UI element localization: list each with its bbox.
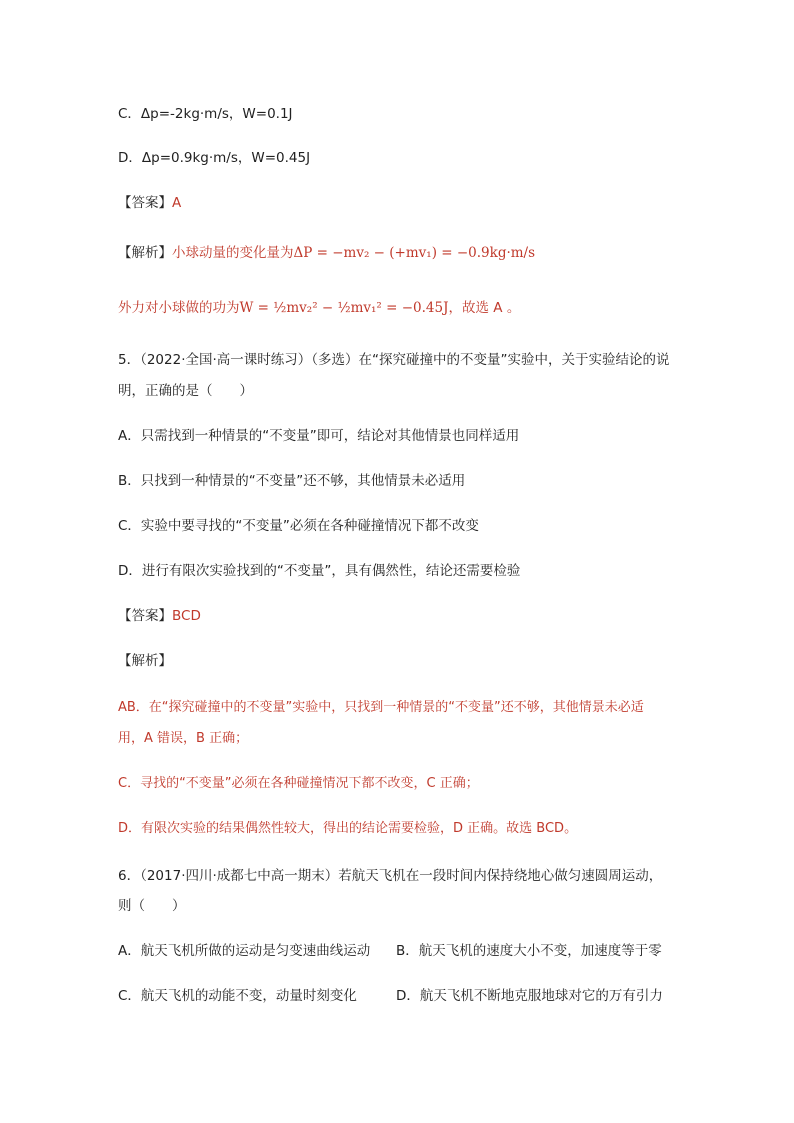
q5-option-a: A．只需找到一种情景的“不变量”即可，结论对其他情景也同样适用: [118, 428, 520, 444]
q5-stem-line2: 明，正确的是（ ）: [118, 383, 253, 399]
answer-value: BCD: [172, 608, 201, 624]
q4-option-c: C．Δp=-2kg·m/s，W=0.1J: [118, 106, 293, 122]
analysis-text: 小球动量的变化量为: [172, 245, 294, 261]
momentum-formula: ΔP = −mv₂ − (+mv₁) = −0.9kg·m/s: [293, 245, 536, 261]
q5-answer: [118, 606, 201, 626]
q5-option-d: D．进行有限次实验找到的“不变量”，具有偶然性，结论还需要检验: [118, 563, 521, 579]
q5-analysis-c: C．寻找的“不变量”必须在各种碰撞情况下都不改变，C 正确；: [118, 776, 479, 791]
q5-option-b: B．只找到一种情景的“不变量”还不够，其他情景未必适用: [118, 473, 466, 489]
q5-option-c: C．实验中要寻找的“不变量”必须在各种碰撞情况下都不改变: [118, 518, 479, 534]
q6-stem-line1: 6．（2017·四川·成都七中高一期末）若航天飞机在一段时间内保持绕地心做匀速圆周运动，: [118, 868, 663, 884]
answer-label: 【答案】: [118, 608, 172, 624]
q6-stem-line2: 则（ ）: [118, 898, 186, 914]
analysis-text: 外力对小球做的功为: [118, 300, 240, 316]
q6-option-d: D．航天飞机不断地克服地球对它的万有引力: [396, 988, 663, 1004]
q6-option-b: B．航天飞机的速度大小不变，加速度等于零: [396, 943, 662, 959]
q4-option-d: D．Δp=0.9kg·m/s，W=0.45J: [118, 150, 311, 166]
q6-option-a: A．航天飞机所做的运动是匀变速曲线运动: [118, 943, 371, 959]
answer-label: 【答案】: [118, 195, 172, 211]
q5-analysis-ab-line1: AB．在“探究碰撞中的不变量”实验中，只找到一种情景的“不变量”还不够，其他情景未必适: [118, 700, 644, 715]
q5-analysis-label: 【解析】: [118, 653, 172, 669]
answer-value: A: [172, 195, 182, 211]
analysis-tail: ，故选 A 。: [448, 300, 521, 316]
q5-analysis-d: D．有限次实验的结果偶然性较大，得出的结论需要检验，D 正确。故选 BCD。: [118, 821, 578, 836]
analysis-label: 【解析】: [118, 245, 172, 261]
q4-answer: [118, 193, 181, 213]
q4-analysis-line2: [118, 298, 520, 318]
work-formula: W = ½mv₂² − ½mv₁² = −0.45J: [239, 300, 449, 316]
q5-stem-line1: 5．（2022·全国·高一课时练习）（多选）在“探究碰撞中的不变量”实验中，关于实验结论的说: [118, 352, 670, 368]
q6-option-c: C．航天飞机的动能不变，动量时刻变化: [118, 988, 357, 1004]
q5-analysis-ab-line2: 用，A 错误，B 正确；: [118, 731, 249, 746]
q4-analysis-line1: [118, 243, 535, 263]
